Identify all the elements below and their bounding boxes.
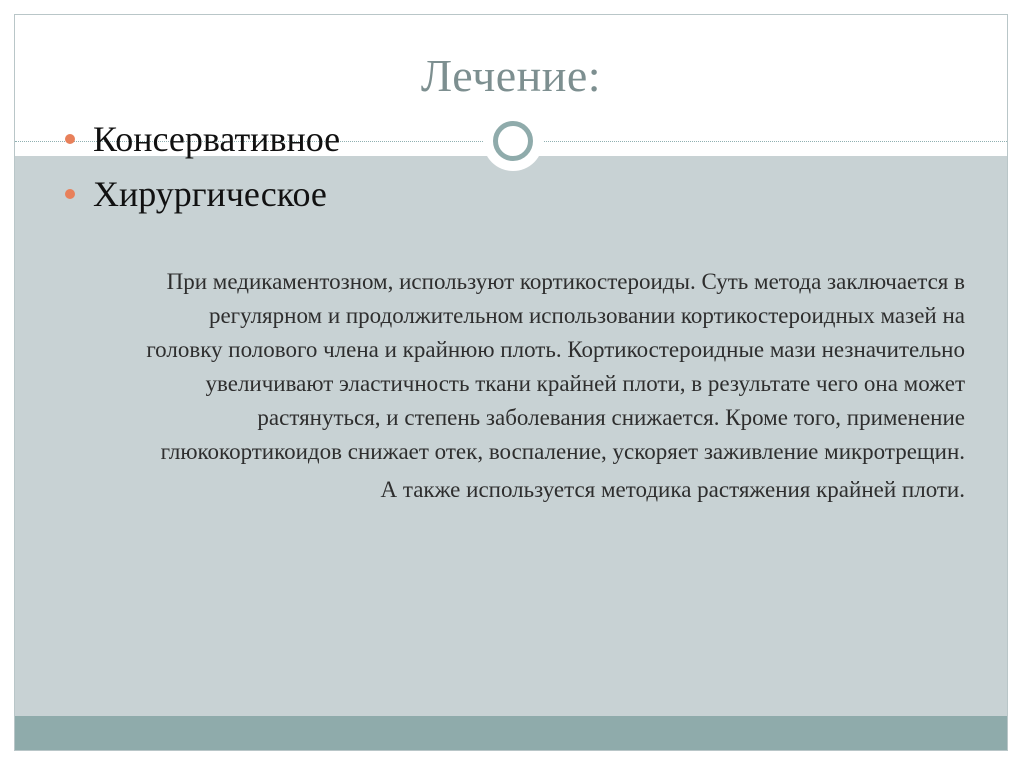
bullet-label: Хирургическое — [93, 174, 327, 214]
bullet-item-conservative — [65, 115, 340, 170]
bullet-list — [65, 115, 340, 225]
footer-bar — [15, 716, 1007, 751]
paragraph-medication: При медикаментозном, используют кортикостероиды. Суть метода заключается в регулярном и продолжительном использовании кортикостероидных мазей на головку полового члена и крайнюю плоть. Кортикостероидные мази незначительно увеличивают эластичность ткани крайней плоти, в результате чего она может растянуться, и степень заболевания снижается. Кроме того, применение глюкокортикоидов снижает отек, воспаление, ускоряет заживление микротрещин. — [146, 269, 965, 464]
body-text — [135, 265, 965, 511]
bullet-item-surgical — [65, 170, 340, 225]
slide-title: Лечение: — [420, 50, 602, 101]
ring-inner — [493, 121, 533, 161]
bullet-dot-icon — [65, 189, 75, 199]
bullet-label: Консервативное — [93, 119, 341, 159]
ring-icon — [483, 111, 543, 171]
bullet-dot-icon — [65, 134, 75, 144]
slide-frame — [14, 14, 1008, 751]
paragraph-stretching: А также используется методика растяжения крайней плоти. — [380, 477, 965, 502]
